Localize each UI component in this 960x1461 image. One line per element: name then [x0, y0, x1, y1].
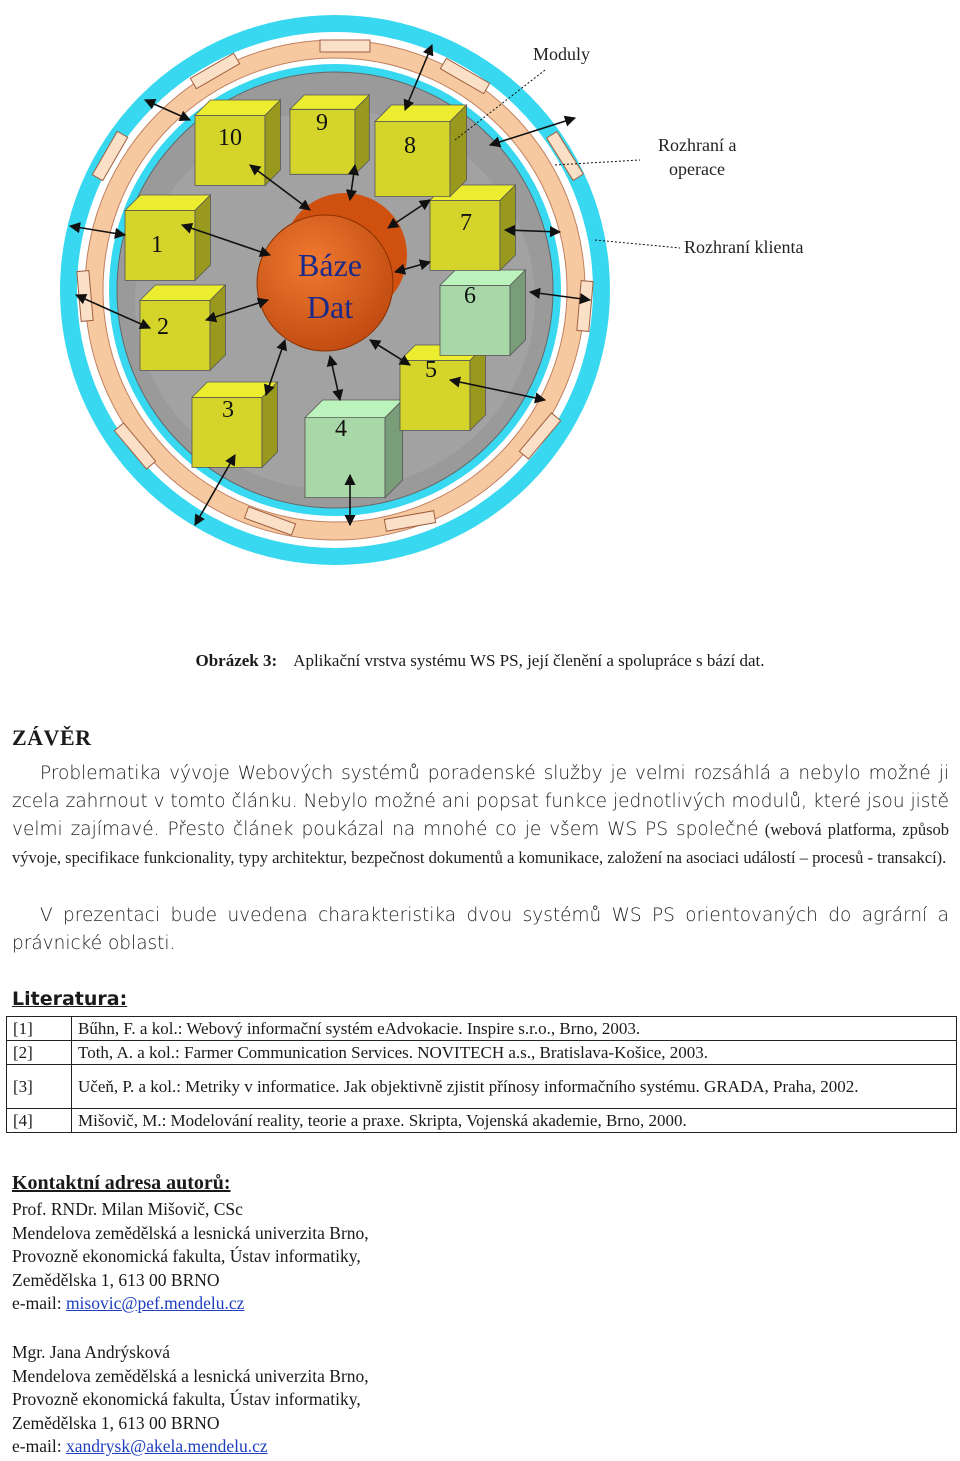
module-cube-2: [140, 285, 225, 370]
literature-title: Literatura:: [12, 988, 128, 1010]
contacts-title: Kontaktní adresa autorů:: [12, 1172, 231, 1194]
module-number: 2: [157, 314, 169, 340]
module-number: 1: [151, 232, 163, 258]
author-address-line: Zemědělska 1, 613 00 BRNO: [12, 1269, 220, 1290]
module-cube-9: [290, 95, 369, 174]
module-number: 10: [218, 125, 242, 151]
ref-number: [2]: [7, 1041, 72, 1065]
module-cube-4: [305, 400, 403, 498]
ref-text: Toth, A. a kol.: Farmer Communication Services. NOVITECH a.s., Bratislava-Košice, 2003.: [72, 1041, 957, 1065]
email-link[interactable]: xandrysk@akela.mendelu.cz: [65, 1436, 268, 1456]
ref-text: Učeň, P. a kol.: Metriky v informatice. Jak objektivně zjistit přínosy informačního systému. GRADA, Praha, 2002.: [72, 1065, 957, 1109]
conclusion-heading: ZÁVĚR: [12, 725, 92, 750]
reference-row: [7, 1065, 957, 1109]
module-number: 7: [460, 210, 472, 236]
caption-text: Aplikační vrstva systému WS PS, její členění a spolupráce s bází dat.: [293, 651, 765, 670]
module-cube-7: [430, 185, 515, 270]
label-rozhrani-operace-1: Rozhraní a: [658, 135, 737, 155]
label-rozhrani-operace-2: operace: [669, 159, 725, 179]
ref-number: [1]: [7, 1017, 72, 1041]
label-moduly: Moduly: [533, 44, 591, 64]
architecture-diagram: [0, 0, 960, 630]
email-link[interactable]: misovic@pef.mendelu.cz: [65, 1293, 245, 1313]
author-address-line: Mendelova zemědělská a lesnická univerzita Brno,: [12, 1365, 369, 1386]
module-number: 5: [425, 357, 437, 383]
p2-text: V prezentaci bude uvedena charakteristika dvou systémů WS PS orientovaných do agrární a právnické oblasti.: [12, 905, 949, 954]
module-number: 8: [404, 133, 416, 159]
label-rozhrani-klienta: Rozhraní klienta: [684, 237, 804, 257]
contact-author-2: [12, 1341, 369, 1459]
caption-label: Obrázek 3:: [195, 651, 278, 670]
email-label: e-mail:: [12, 1293, 66, 1313]
author-name: Mgr. Jana Andrýsková: [12, 1342, 170, 1362]
author-address-line: Mendelova zemědělská a lesnická univerzita Brno,: [12, 1222, 369, 1243]
author-address-line: Provozně ekonomická fakulta, Ústav informatiky,: [12, 1246, 361, 1266]
module-number: 6: [464, 283, 476, 309]
conclusion-paragraph-1: [12, 760, 949, 872]
p1-small-text: (webová platforma, způsob vývoje, specifikace funkcionality, typy architektur, bezpečnost dokumentů a komunikace, založení na asociaci událostí – procesů - transakcí).: [12, 820, 949, 867]
module-cube-1: [125, 195, 210, 280]
reference-row: [7, 1109, 957, 1133]
ref-text: Mišovič, M.: Modelování reality, teorie a praxe. Skripta, Vojenská akademie, Brno, 2000.: [72, 1109, 957, 1133]
p1-main-text: Problematika vývoje Webových systémů poradenské služby je velmi rozsáhlá a nebylo možné ji zcela zahrnout v tomto článku. Nebylo možné ani popsat funkce jednotlivých modulů, které jsou jistě velmi zajímavé. Přesto článek poukázal na mnohé co je všem WS PS společné: [12, 763, 949, 840]
ref-number: [3]: [7, 1065, 72, 1109]
contact-author-1: [12, 1198, 369, 1316]
module-number: 4: [335, 416, 347, 442]
conclusion-paragraph-2: [12, 902, 949, 958]
database-label-1: Báze: [298, 247, 362, 283]
ref-text: Bűhn, F. a kol.: Webový informační systém eAdvokacie. Inspire s.r.o., Brno, 2003.: [72, 1017, 957, 1041]
author-name: Prof. RNDr. Milan Mišovič, CSc: [12, 1199, 243, 1219]
module-cube-5: [400, 345, 485, 430]
database-label-2: Dat: [306, 289, 354, 325]
author-address-line: Zemědělska 1, 613 00 BRNO: [12, 1412, 220, 1433]
figure-caption: [0, 651, 960, 671]
module-number: 3: [222, 397, 234, 423]
ref-number: [4]: [7, 1109, 72, 1133]
module-cube-8: [375, 105, 467, 197]
reference-row: [7, 1041, 957, 1065]
module-number: 9: [316, 110, 328, 136]
module-cube-10: [195, 100, 280, 185]
email-label: e-mail:: [12, 1436, 66, 1456]
reference-row: [7, 1017, 957, 1041]
module-cube-6: [440, 270, 525, 355]
module-cube-3: [192, 382, 277, 467]
author-address-line: Provozně ekonomická fakulta, Ústav informatiky,: [12, 1389, 361, 1409]
references-table: [6, 1016, 957, 1133]
